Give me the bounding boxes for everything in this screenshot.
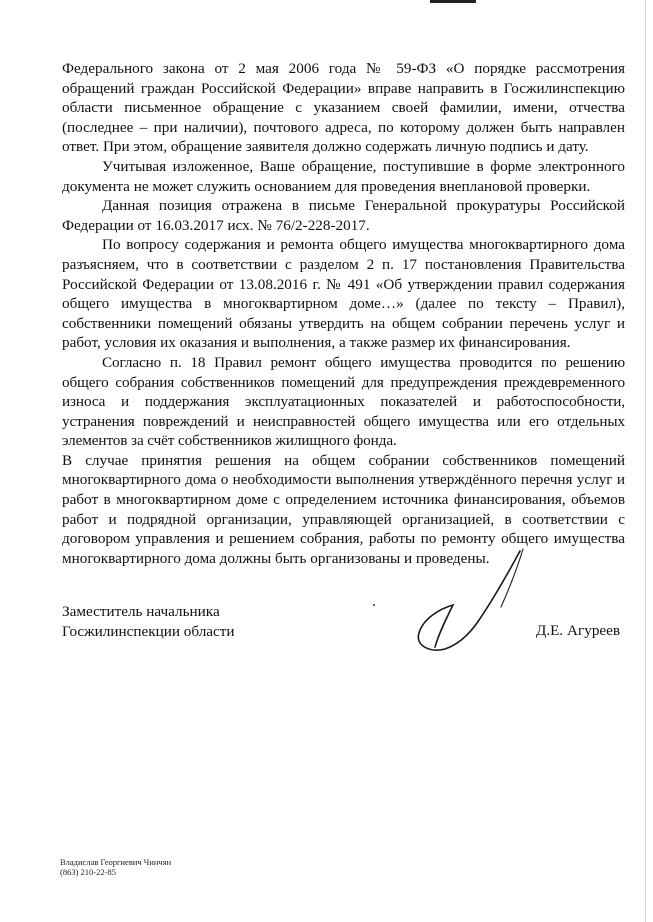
signatory-name: Д.Е. Агуреев [536,622,621,639]
executor-info [60,857,171,877]
paragraph-conclusion: Учитывая изложенное, Ваше обращение, поступившие в форме электронного документа не может служить основанием для проведения внеплановой проверки. [62,157,625,195]
top-edge-mark [430,0,476,3]
handwritten-signature [405,545,545,660]
page-edge-line [645,0,646,922]
executor-phone: (863) 210-22-85 [60,867,116,877]
paragraph-prosecutor-position: Данная позиция отражена в письме Генеральной прокуратуры Российской Федерации от 16.03.2017 исх. № 76/2-228-2017. [62,197,625,234]
paragraph-maintenance: По вопросу содержания и ремонта общего имущества многоквартирного дома разъясняем, что в соответствии с разделом 2 п. 17 постановления Правительства Российской Федерации от 13.08.2016 г. № 491 «Об утверждении правил содержания общего имущества в многоквартирном доме…» (далее по тексту – Правил), собственники помещений обязаны утвердить на общем собрании перечень услуг и работ, условия их оказания и выполнения, а также размер их финансирования. [62,236,625,352]
paragraph-meeting-decision: В случае принятия решения на общем собрании собственников помещений многоквартирного дома о необходимости выполнения утверждённого перечня услуг и работ в многоквартирном доме с определением источника финансирования, объемов работ и подрядной организации, управляющей организацией, в соответствии с договором управления и решением собрания, работы по ремонту общего имущества многоквартирного дома должны быть организованы и проведены. [62,451,625,567]
executor-name: Владислав Георгиевич Чинчян [60,857,172,867]
letter-body [62,59,625,568]
paragraph-repair-rules: Согласно п. 18 Правил ремонт общего имущества проводится по решению общего собрания собственников помещений для предупреждения преждевременного износа и поддержания эксплуатационных показателей и работоспособности, устранения повреждений и неисправностей общего имущества или его отдельных элементов за счёт собственников жилищного фонда. [62,353,625,450]
signatory-position [62,602,235,641]
ink-dot [373,604,375,606]
paragraph-law-reference: Федерального закона от 2 мая 2006 года № 59-ФЗ «О порядке рассмотрения обращений граждан Российской Федерации» вправе направить в Госжилинспекцию области письменное обращение с указанием своей фамилии, имени, отчества (последнее – при наличии), почтового адреса, по которому должен быть направлен ответ. При этом, обращение заявителя должно содержать личную подпись и дату. [62,60,625,156]
signatory-position-line2: Госжилинспекции области [62,622,235,640]
signatory-position-line1: Заместитель начальника [62,603,220,620]
